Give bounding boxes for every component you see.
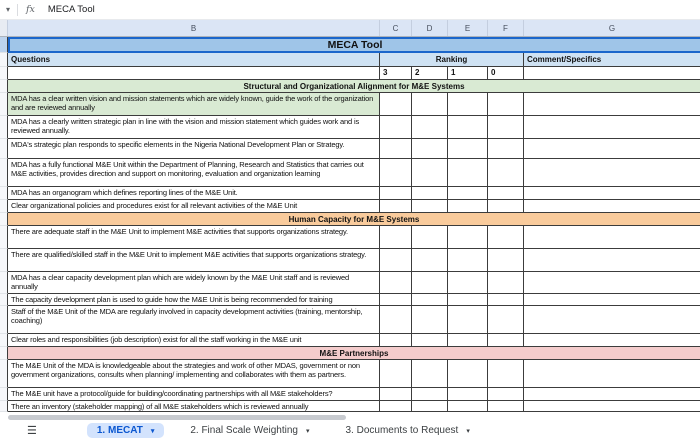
score-input-cell[interactable]: [448, 200, 488, 213]
question-cell[interactable]: The M&E unit have a protocol/guide for building/coordinating partnerships with all M&E stakeholders?: [8, 388, 380, 401]
row-header-stub: [0, 37, 8, 53]
score-input-cell[interactable]: [412, 388, 448, 401]
table-header-row: [0, 53, 700, 67]
column-header-G[interactable]: G: [524, 20, 700, 36]
sheet-tab-label: 3. Documents to Request: [345, 425, 459, 436]
score-input-cell[interactable]: [380, 306, 412, 334]
score-input-cell[interactable]: [412, 249, 448, 272]
table-row: [0, 401, 700, 412]
question-cell[interactable]: The M&E Unit of the MDA is knowledgeable about the strategies and work of other MDAS, government or non government organizations, consults when planning/ implementing and collaborates with them as partners.: [8, 360, 380, 388]
table-row: [0, 334, 700, 347]
score-input-cell[interactable]: [380, 294, 412, 306]
row-header-stub: [0, 213, 8, 226]
comment-input-cell[interactable]: [524, 401, 700, 412]
row-header-stub: [0, 360, 8, 388]
question-cell[interactable]: There are qualified/skilled staff in the M&E Unit to implement M&E activities that supports organizations strategy.: [8, 249, 380, 272]
table-row: [0, 272, 700, 294]
score-input-cell[interactable]: [380, 116, 412, 139]
question-cell[interactable]: Clear roles and responsibilities (job description) exist for all the staff working in the M&E unit: [8, 334, 380, 347]
score-input-cell[interactable]: [488, 116, 524, 139]
score-input-cell[interactable]: [448, 401, 488, 412]
score-input-cell[interactable]: [488, 187, 524, 200]
row-header-stub: [0, 226, 8, 249]
tab-caret-icon[interactable]: ▾: [466, 427, 470, 435]
table-row: [0, 139, 700, 159]
score-input-cell[interactable]: [380, 93, 412, 116]
score-input-cell[interactable]: [380, 334, 412, 347]
title-row: [0, 37, 700, 53]
score-1-cell[interactable]: 1: [448, 67, 488, 80]
comment-input-cell[interactable]: [524, 306, 700, 334]
column-header-F[interactable]: F: [488, 20, 524, 36]
comment-input-cell[interactable]: [524, 226, 700, 249]
section-header-row: [0, 80, 700, 93]
score-input-cell[interactable]: [448, 388, 488, 401]
sheet-grid: [0, 37, 700, 412]
question-cell[interactable]: MDA has a clear capacity development plan which are widely known by the M&E Unit staff and is reviewed annually: [8, 272, 380, 294]
comment-input-cell[interactable]: [524, 159, 700, 187]
score-input-cell[interactable]: [380, 226, 412, 249]
score-input-cell[interactable]: [380, 388, 412, 401]
score-input-cell[interactable]: [412, 334, 448, 347]
row-header-stub: [0, 306, 8, 334]
question-cell[interactable]: MDA has a fully functional M&E Unit within the Department of Planning, Research and Statistics that carries out M&E activities, provides direction and support on monitoring, evaluation and organization learning: [8, 159, 380, 187]
row-header-stub: [0, 200, 8, 213]
score-input-cell[interactable]: [380, 249, 412, 272]
comment-input-cell[interactable]: [524, 360, 700, 388]
score-input-cell[interactable]: [488, 294, 524, 306]
score-input-cell[interactable]: [488, 360, 524, 388]
section-header-row: [0, 213, 700, 226]
score-input-cell[interactable]: [412, 159, 448, 187]
comment-input-cell[interactable]: [524, 93, 700, 116]
question-cell[interactable]: MDA has a clearly written strategic plan in line with the vision and mission statement which guides work and is reviewed annually.: [8, 116, 380, 139]
score-input-cell[interactable]: [448, 116, 488, 139]
score-input-cell[interactable]: [488, 226, 524, 249]
all-sheets-menu-icon[interactable]: ☰: [27, 425, 37, 437]
table-row: [0, 388, 700, 401]
question-cell[interactable]: Staff of the M&E Unit of the MDA are regularly involved in capacity development activities (training, mentorship, coaching): [8, 306, 380, 334]
table-row: [0, 306, 700, 334]
table-row: [0, 200, 700, 213]
score-input-cell[interactable]: [488, 306, 524, 334]
table-row: [0, 116, 700, 139]
sheet-title-cell[interactable]: MECA Tool: [8, 37, 700, 53]
table-row: [0, 159, 700, 187]
score-input-cell[interactable]: [412, 200, 448, 213]
score-input-cell[interactable]: [448, 294, 488, 306]
row-header-stub: [0, 93, 8, 116]
table-row: [0, 294, 700, 306]
score-0-cell[interactable]: 0: [488, 67, 524, 80]
score-input-cell[interactable]: [448, 187, 488, 200]
score-input-cell[interactable]: [380, 401, 412, 412]
question-cell[interactable]: The capacity development plan is used to guide how the M&E Unit is being recommended for training: [8, 294, 380, 306]
score-input-cell[interactable]: [412, 93, 448, 116]
score-input-cell[interactable]: [448, 226, 488, 249]
score-input-cell[interactable]: [412, 306, 448, 334]
column-header-B[interactable]: B: [8, 20, 380, 36]
score-input-cell[interactable]: [412, 226, 448, 249]
score-input-cell[interactable]: [412, 294, 448, 306]
bottom-bar: [0, 412, 700, 441]
column-header-E[interactable]: E: [448, 20, 488, 36]
score-input-cell[interactable]: [488, 272, 524, 294]
table-row: [0, 93, 700, 116]
score-input-cell[interactable]: [448, 334, 488, 347]
name-box-caret-icon[interactable]: ▾: [6, 5, 11, 14]
row-header-stub: [0, 401, 8, 412]
question-cell[interactable]: MDA has a clear written vision and mission statements which are widely known, guide the work of the organization and are reviewed annually: [8, 93, 380, 116]
section-header-cell[interactable]: Structural and Organizational Alignment for M&E Systems: [8, 80, 700, 93]
comment-input-cell[interactable]: [524, 334, 700, 347]
score-input-cell[interactable]: [380, 200, 412, 213]
score-input-cell[interactable]: [380, 159, 412, 187]
score-input-cell[interactable]: [488, 159, 524, 187]
score-input-cell[interactable]: [448, 360, 488, 388]
score-input-cell[interactable]: [380, 272, 412, 294]
formula-bar: [0, 0, 700, 20]
sheet-tab-bar: [0, 420, 700, 441]
score-input-cell[interactable]: [380, 360, 412, 388]
score-input-cell[interactable]: [448, 306, 488, 334]
table-row: [0, 226, 700, 249]
row-header-stub: [0, 294, 8, 306]
corner-stub: [0, 20, 8, 36]
sheet-tab-label: 2. Final Scale Weighting: [190, 425, 298, 436]
score-input-cell[interactable]: [412, 116, 448, 139]
row-header-stub: [0, 187, 8, 200]
section-header-cell[interactable]: M&E Partnerships: [8, 347, 700, 360]
comment-input-cell[interactable]: [524, 139, 700, 159]
sheet-tab-1-mecat[interactable]: [87, 423, 164, 438]
question-cell[interactable]: Clear organizational policies and procedures exist for all relevant activities of the M&E Unit: [8, 200, 380, 213]
questions-header-cell[interactable]: Questions: [8, 53, 380, 67]
score-input-cell[interactable]: [488, 334, 524, 347]
score-input-cell[interactable]: [488, 249, 524, 272]
tab-caret-icon[interactable]: ▾: [305, 427, 310, 435]
score-input-cell[interactable]: [412, 360, 448, 388]
question-cell[interactable]: There are adequate staff in the M&E Unit to implement M&E activities that supports organizations strategy.: [8, 226, 380, 249]
score-input-cell[interactable]: [380, 187, 412, 200]
score-input-cell[interactable]: [412, 187, 448, 200]
section-header-cell[interactable]: Human Capacity for M&E Systems: [8, 213, 700, 226]
score-input-cell[interactable]: [412, 139, 448, 159]
score-3-cell[interactable]: 3: [380, 67, 412, 80]
comment-input-cell[interactable]: [524, 272, 700, 294]
question-cell[interactable]: MDA's strategic plan responds to specific elements in the Nigeria National Development Plan or Strategy.: [8, 139, 380, 159]
comment-input-cell[interactable]: [524, 187, 700, 200]
row-header-stub: [0, 116, 8, 139]
question-cell[interactable]: There an inventory (stakeholder mapping) of all M&E stakeholders which is reviewed annually: [8, 401, 380, 412]
comment-input-cell[interactable]: [524, 200, 700, 213]
table-row: [0, 249, 700, 272]
score-input-cell[interactable]: [412, 272, 448, 294]
score-input-cell[interactable]: [448, 93, 488, 116]
row-header-stub: [0, 272, 8, 294]
comment-input-cell[interactable]: [524, 249, 700, 272]
score-input-cell[interactable]: [488, 200, 524, 213]
comment-header-cell[interactable]: Comment/Specifics: [524, 53, 700, 67]
comment-input-cell[interactable]: [524, 388, 700, 401]
score-input-cell[interactable]: [488, 388, 524, 401]
question-cell[interactable]: MDA has an organogram which defines reporting lines of the M&E Unit.: [8, 187, 380, 200]
empty-cell[interactable]: [8, 67, 380, 80]
formula-input[interactable]: MECA Tool: [47, 4, 95, 15]
row-header-stub: [0, 159, 8, 187]
score-input-cell[interactable]: [380, 139, 412, 159]
score-input-cell[interactable]: [448, 139, 488, 159]
row-header-stub: [0, 53, 8, 67]
fx-icon: fx: [26, 4, 35, 15]
row-header-stub: [0, 139, 8, 159]
table-row: [0, 360, 700, 388]
row-header-stub: [0, 80, 8, 93]
row-header-stub: [0, 67, 8, 80]
row-header-stub: [0, 347, 8, 360]
score-input-cell[interactable]: [488, 401, 524, 412]
formula-bar-divider: [17, 4, 18, 16]
column-header-C[interactable]: C: [380, 20, 412, 36]
score-input-cell[interactable]: [488, 139, 524, 159]
sheet-tab-2-final-scale-weighting[interactable]: [180, 423, 319, 438]
row-header-stub: [0, 334, 8, 347]
row-header-stub: [0, 388, 8, 401]
score-input-cell[interactable]: [412, 401, 448, 412]
score-2-cell[interactable]: 2: [412, 67, 448, 80]
comment-input-cell[interactable]: [524, 294, 700, 306]
tab-caret-icon[interactable]: ▾: [150, 427, 155, 435]
score-input-cell[interactable]: [448, 159, 488, 187]
sheet-tab-3-documents-to-request[interactable]: [336, 423, 480, 438]
ranking-header-cell[interactable]: Ranking: [380, 53, 524, 67]
column-header-D[interactable]: D: [412, 20, 448, 36]
score-input-cell[interactable]: [448, 272, 488, 294]
row-header-stub: [0, 249, 8, 272]
score-input-cell[interactable]: [488, 93, 524, 116]
score-input-cell[interactable]: [448, 249, 488, 272]
score-header-row: [0, 67, 700, 80]
table-row: [0, 187, 700, 200]
section-header-row: [0, 347, 700, 360]
empty-cell[interactable]: [524, 67, 700, 80]
sheet-tab-label: 1. MECAT: [96, 425, 143, 436]
comment-input-cell[interactable]: [524, 116, 700, 139]
column-header-row: [0, 20, 700, 37]
